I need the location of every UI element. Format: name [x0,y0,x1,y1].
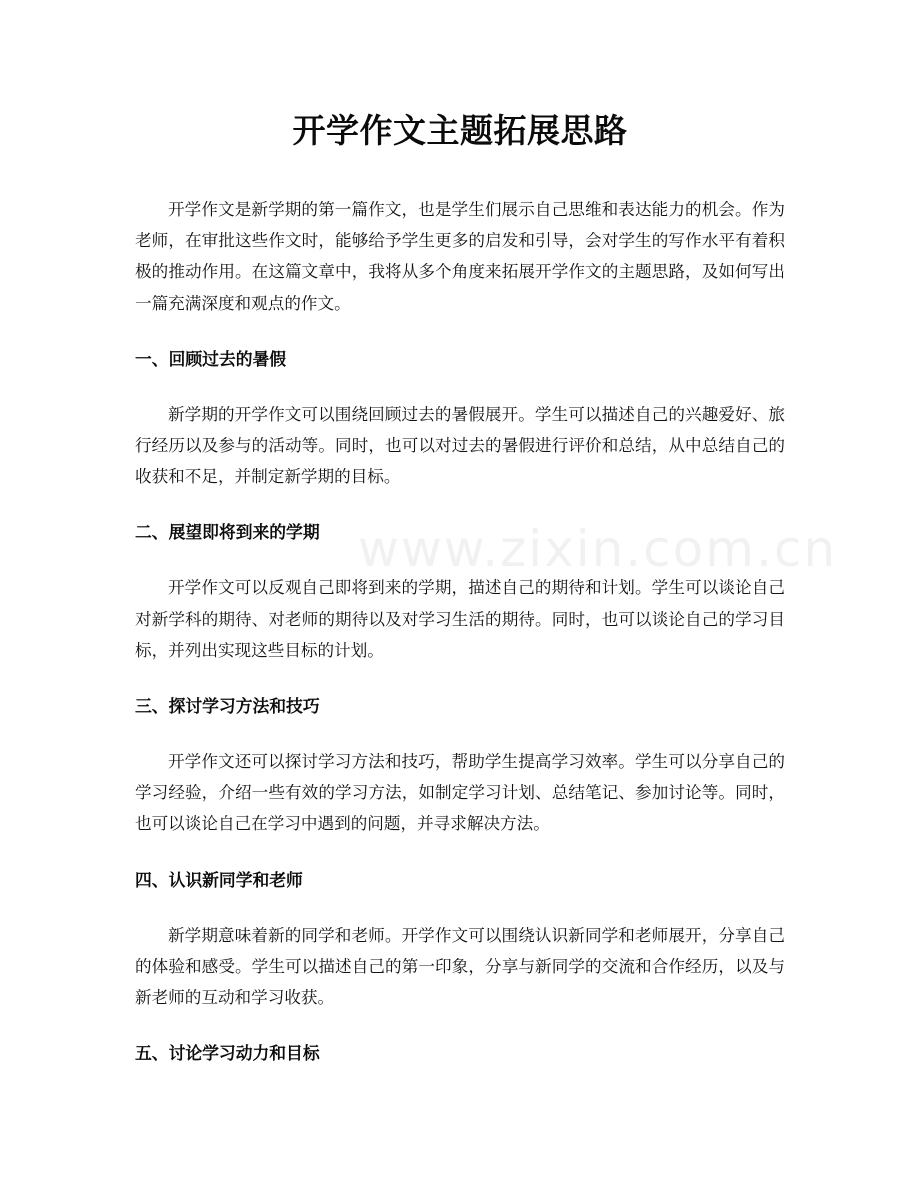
section-heading-2: 二、展望即将到来的学期 [135,522,320,543]
section-body-4: 新学期意味着新的同学和老师。开学作文可以围绕认识新同学和老师展开，分享自己的体验和感受。学生可以描述自己的第一印象，分享与新同学的交流和合作经历，以及与新老师的互动和学习收获。 [135,925,785,1008]
section-body-1: 新学期的开学作文可以围绕回顾过去的暑假展开。学生可以描述自己的兴趣爱好、旅行经历以及参与的活动等。同时，也可以对过去的暑假进行评价和总结，从中总结自己的收获和不足，并制定新学期的目标。 [135,404,785,487]
section-heading-5: 五、讨论学习动力和目标 [135,1043,320,1064]
section-heading-1: 一、回顾过去的暑假 [135,348,287,369]
section-body-3: 开学作文还可以探讨学习方法和技巧，帮助学生提高学习效率。学生可以分享自己的学习经验，介绍一些有效的学习方法，如制定学习计划、总结笔记、参加讨论等。同时，也可以谈论自己在学习中遇到的问题，并寻求解决方法。 [135,752,785,834]
intro-paragraph: 开学作文是新学期的第一篇作文，也是学生们展示自己思维和表达能力的机会。作为老师，在审批这些作文时，能够给予学生更多的启发和引导，会对学生的写作水平有着积极的推动作用。在这篇文章中，我将从多个角度来拓展开学作文的主题思路，及如何写出一篇充满深度和观点的作文。 [135,200,785,313]
section-body-2: 开学作文可以反观自己即将到来的学期，描述自己的期待和计划。学生可以谈论自己对新学科的期待、对老师的期待以及对学习生活的期待。同时，也可以谈论自己的学习目标，并列出实现这些目标的计划。 [135,578,785,660]
section-heading-4: 四、认识新同学和老师 [135,869,303,890]
watermark-logo: www.zixin.com.cn [358,520,838,578]
section-heading-3: 三、探讨学习方法和技巧 [135,696,320,717]
document-title: 开学作文主题拓展思路 [292,111,628,150]
